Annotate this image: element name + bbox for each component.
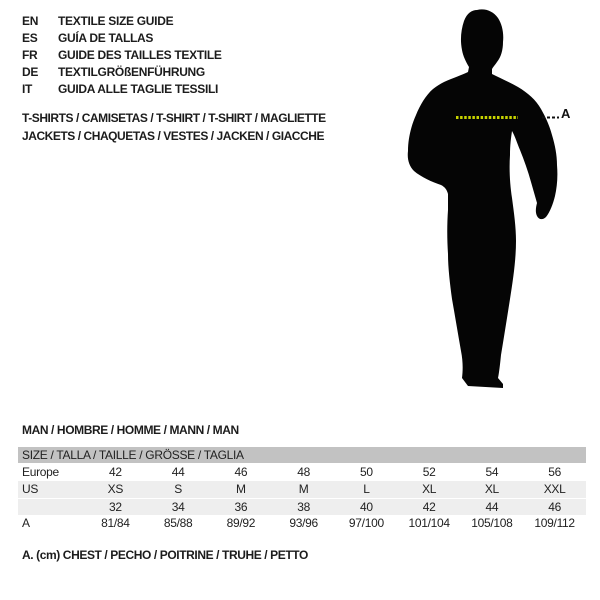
language-item: [22, 81, 222, 98]
row-label: A: [22, 516, 30, 530]
language-code: EN: [22, 14, 39, 28]
size-cell: 105/108: [471, 516, 513, 530]
size-cell: XL: [422, 482, 437, 496]
size-cell: 109/112: [534, 516, 575, 530]
language-item: [22, 64, 222, 81]
size-cell: 42: [422, 500, 436, 514]
size-cell: 40: [360, 500, 373, 514]
man-silhouette: [405, 5, 575, 395]
size-cell: M: [298, 482, 309, 496]
category-lines: [22, 109, 326, 145]
size-cell: 38: [297, 500, 310, 514]
size-cell: 50: [360, 465, 373, 479]
language-item: [22, 47, 222, 64]
language-label: TEXTILGRÖßENFÜHRUNG: [58, 65, 205, 79]
language-label: GUIDA ALLE TAGLIE TESSILI: [58, 82, 219, 96]
size-cell: 44: [485, 500, 499, 514]
category-line-tshirts: T-SHIRTS / CAMISETAS / T-SHIRT / T-SHIRT / MAGLIETTE: [22, 111, 326, 125]
size-cell: 52: [422, 465, 436, 479]
size-cell: 32: [109, 500, 122, 514]
language-code: DE: [22, 65, 39, 79]
figure-area: [400, 0, 600, 400]
language-label: GUÍA DE TALLAS: [58, 31, 154, 45]
man-silhouette-path: [408, 9, 558, 388]
size-cell: 85/88: [163, 516, 193, 530]
row-label: [18, 499, 84, 515]
language-label: TEXTILE SIZE GUIDE: [58, 14, 174, 28]
table-row-chest-a: [18, 515, 586, 532]
size-cell: 48: [297, 465, 310, 479]
size-cell: 34: [171, 500, 185, 514]
language-code: IT: [22, 82, 33, 96]
size-cell: 36: [234, 500, 248, 514]
footnote-measure-a: A. (cm) CHEST / PECHO / POITRINE / TRUHE / PETTO: [22, 548, 308, 562]
language-item: [22, 13, 222, 30]
size-cell: 46: [234, 465, 248, 479]
language-list: [22, 13, 222, 98]
size-cell: 46: [548, 500, 561, 514]
size-cell: 97/100: [348, 516, 384, 530]
size-cell: 93/96: [289, 516, 318, 530]
size-cell: XXL: [543, 482, 566, 496]
category-line-jackets: JACKETS / CHAQUETAS / VESTES / JACKEN / GIACCHE: [22, 129, 325, 143]
size-cell: XS: [107, 482, 124, 496]
table-row-numeric: [18, 498, 586, 515]
size-cell: 42: [109, 465, 122, 479]
table-row-us: [18, 481, 586, 498]
table-header: SIZE / TALLA / TAILLE / GRÖSSE / TAGLIA: [18, 447, 586, 463]
table-row-europe: [18, 464, 586, 481]
language-code: ES: [22, 31, 38, 45]
size-table: [18, 447, 586, 532]
size-cell: 54: [485, 465, 499, 479]
size-cell: L: [363, 482, 370, 496]
size-cell: 101/104: [408, 516, 450, 530]
language-label: GUIDE DES TAILLES TEXTILE: [58, 48, 222, 62]
language-code: FR: [22, 48, 38, 62]
size-cell: S: [174, 482, 182, 496]
size-cell: 56: [548, 465, 561, 479]
size-cell: 89/92: [226, 516, 256, 530]
size-cell: M: [236, 482, 246, 496]
row-label: Europe: [22, 465, 59, 479]
row-label: US: [22, 482, 39, 496]
measure-label-a: A: [561, 106, 571, 121]
size-cell: 81/84: [101, 516, 130, 530]
language-item: [22, 30, 222, 47]
size-cell: XL: [484, 482, 499, 496]
size-cell: 44: [171, 465, 185, 479]
section-title-man: MAN / HOMBRE / HOMME / MANN / MAN: [22, 423, 239, 437]
